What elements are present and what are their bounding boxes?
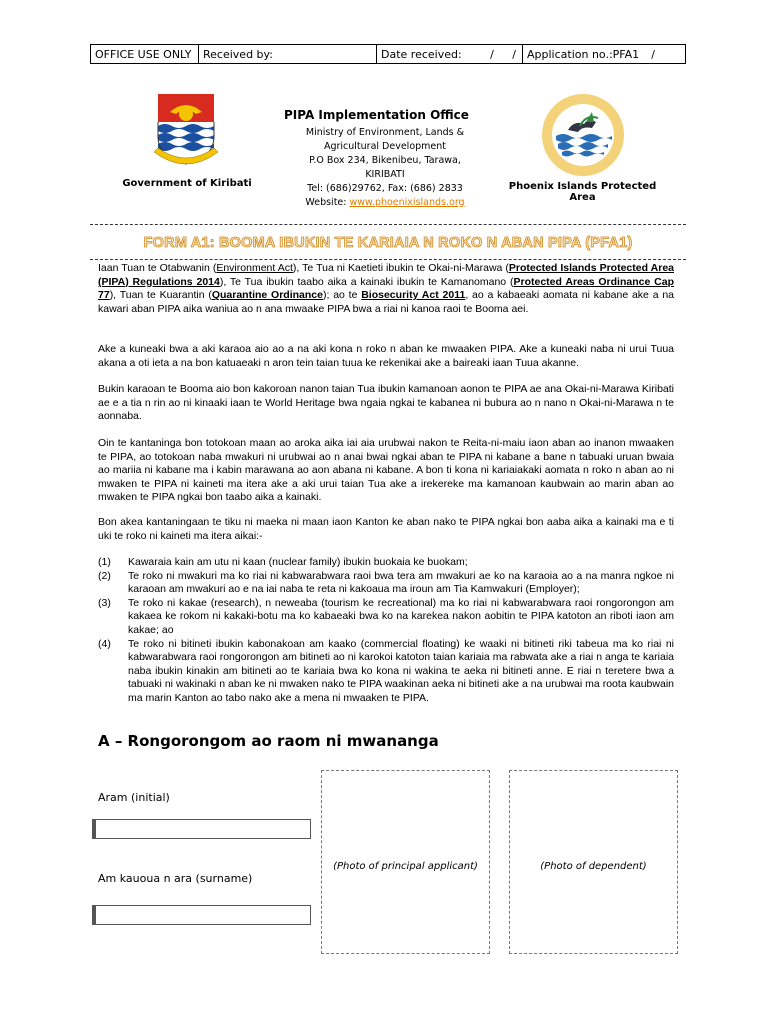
kiribati-coat-of-arms-logo [152, 92, 220, 170]
paragraph-4: Oin te kantaninga bon totokoan maan ao aroka aika iai aia urubwai nakon te Reita-ni-maiu iaon aban ao inanon mwaaken te PIPA, ao totokoan naba mwakuri ni urubwai ao n anai bwai ngkai aban te PIPA ni kabane a bane n tabuaki uruan bwaia ao mariia ni kabane ma i kabin marawana ao aon abana ni kabane. A bon ti kona ni kariaiakaki aomata n roko n aban ao ni mwaken te PIPA ni kaineti ma itera ake a aki urui taian Tua ake a irekereke ma kamanoan kaubwain ao marin aban ao mwaken te PIPA ngkai bon taabo aika a kainaki. [98, 437, 674, 504]
website-label: Website: [305, 197, 350, 208]
aram-input[interactable] [92, 819, 311, 839]
aram-label: Aram (initial) [98, 791, 170, 804]
principal-photo-caption: (Photo of principal applicant) [333, 861, 478, 872]
p1-text: Iaan Tuan te Otabwanin ( [98, 262, 217, 274]
date-received-label: Date received: [381, 48, 462, 61]
paragraph-3: Bukin karaoan te Booma aio bon kakoroan nanon taian Tua ibukin kamanoan aonon te PIPA ae ana Okai-ni-Marawa Kiribati ae e a tia n rin ao ni kinaaki iaan te World Heritage bwa ngaia ngkai te kabanea ni bubura ao n nano n Okai-ni-Marawa n te aonnaba. [98, 383, 674, 423]
section-a-title: A – Rongorongom ao raom ni mwananga [98, 732, 439, 750]
office-name: PIPA Implementation Office [284, 108, 469, 122]
law-reference: Biosecurity Act 2011 [361, 289, 466, 302]
list-text: Te roko ni bitineti ibukin kabonakoan am kaako (commercial floating) ke waaki ni bitineti riki tabeua ma ko riai ni kabwarabwara raoi rongorongon am bitineti ao ni karokoi katoton taian kariaia ma rabwata ake a riai n anga te kariaia naba ibukin kinakin am bitineti ao te kariaia bwa ko kona ni wakina te aeka ni bitineti anne. E riai n teretere bwa a tabuaki ni wakinaki n aban ke ni mwaken nako te PIPA waakinan aeka ni bitineti ake a na urubwai ma roota kaubwain ma marin Kanton ao tabo nako ake a mena ni mwaaken te PIPA. [128, 637, 674, 704]
date-separator: / [512, 48, 516, 61]
list-item [98, 638, 674, 706]
dependent-photo-box[interactable] [509, 770, 678, 954]
pipa-caption: Phoenix Islands Protected Area [508, 181, 657, 203]
office-info [280, 108, 490, 210]
law-reference: Protected Areas Ordinance Cap 77 [98, 275, 674, 302]
government-of-kiribati-caption: Government of Kiribati [122, 178, 252, 189]
office-use-table [90, 44, 686, 64]
form-title: FORM A1: BOOMA IBUKIN TE KARIAIA N ROKO N ABAN PIPA (PFA1) [143, 235, 633, 251]
date-separator: / [490, 48, 494, 61]
law-reference: Quarantine Ordinance [211, 289, 323, 302]
office-address-line: Ministry of Environment, Lands & [305, 127, 465, 138]
paragraph-5: Bon akea kantaningaan te tiku ni maeka ni maan iaon Kanton ke aban nako te PIPA ngkai bon aaba aika a kainaki ma e ti uki te roko ni kaineti ma itera aikai:- [98, 516, 674, 542]
list-number: (1) [98, 556, 111, 568]
application-no-label: Application no.:PFA1 [527, 48, 640, 61]
office-address-line: Agricultural Development [323, 141, 447, 152]
law-reference: Protected Islands Protected Area (PIPA) Regulations 2014 [98, 262, 674, 288]
office-address-line: P.O Box 234, Bikenibeu, Tarawa, [309, 155, 461, 166]
list-item [98, 570, 674, 597]
list-text: Kawaraia kain am utu ni kaan (nuclear family) ibukin buokaia ke buokam; [128, 556, 468, 568]
list-number: (4) [98, 637, 111, 650]
p1-text: ); ao te [322, 289, 362, 302]
office-address-line: KIRIBATI [365, 169, 405, 180]
date-received-cell [377, 45, 523, 63]
application-no-cell [523, 45, 685, 63]
list-item [98, 597, 674, 638]
application-no-separator: / [651, 48, 655, 61]
list-text: Te roko ni kakae (research), n neweaba (tourism ke recreational) ma ko riai ni kabwarabwara raoi rongorongon am kakaea ke rokom ni kakaki-botu ma ko kabaeaki bwa ko na karekea nakon aobitin te PIPA katoton an riboti iaon am kakae; ao [128, 596, 674, 636]
list-item [98, 556, 674, 570]
p1-text: ), Te Tua ni Kaetieti ibukin te Okai-ni-Marawa ( [292, 262, 509, 274]
dependent-photo-caption: (Photo of dependent) [540, 861, 647, 872]
office-phone-line: Tel: (686)29762, Fax: (686) 2833 [307, 183, 463, 194]
list-number: (2) [98, 569, 111, 582]
list-number: (3) [98, 596, 111, 609]
p1-text: ), Te Tua ibukin taabo aika a kainaki ibukin te Kamanomano ( [219, 275, 514, 288]
paragraph-2: Ake a kuneaki bwa a aki karaoa aio ao a na aki kona n roko n aban ke mwaaken PIPA. Ake a kuneaki naba ni urui Tuua akana a oti ieta a na bon katuaeaki n aron tein taian tuua ke rekenikai ake a baireaki iaan Tuua akanne. [98, 343, 674, 369]
office-website-line [280, 196, 490, 210]
p1-text: , ao a kabaeaki aomata ni kabane ake a na kawari aban PIPA aika waniua ao n ana mwaake PIPA bwa a riai ni kanoa raoi te Booma aei. [98, 289, 674, 315]
title-divider [90, 259, 686, 260]
office-use-only-cell: OFFICE USE ONLY [91, 45, 199, 63]
law-reference: Environment Act [216, 262, 293, 274]
roko-reasons-list [98, 556, 674, 706]
header-divider [90, 224, 686, 225]
website-link[interactable]: www.phoenixislands.org [349, 197, 465, 208]
pipa-seal-logo [540, 92, 626, 178]
principal-photo-box[interactable] [321, 770, 490, 954]
surname-input[interactable] [92, 905, 311, 925]
received-by-cell: Received by: [199, 45, 377, 63]
surname-label: Am kauoua n ara (surname) [98, 872, 253, 885]
paragraph-1 [98, 262, 674, 316]
list-text: Te roko ni mwakuri ma ko riai ni kabwarabwara raoi bwa tera am mwakuri ae ko na karaoia ao a na manra ngkoe ni karaoan am mwakuri ao e na iai naba te reta ni kakoaua ma iroun am Tia Kamwakuri (Employer); [128, 569, 674, 596]
p1-text: ), Tuan te Kuarantin ( [109, 289, 212, 302]
